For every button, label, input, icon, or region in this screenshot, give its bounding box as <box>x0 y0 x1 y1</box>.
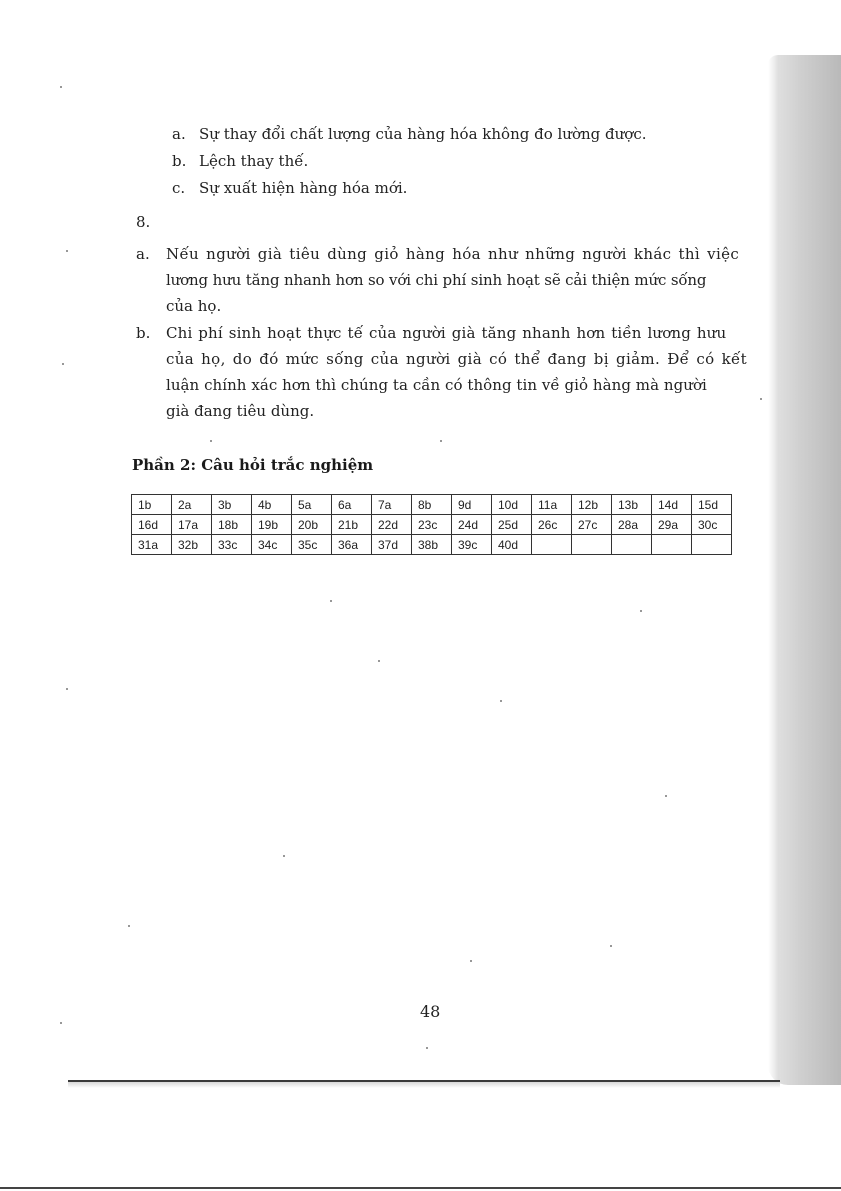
answer-cell <box>532 535 572 555</box>
answer-b-line: của họ, do đó mức sống của người già có thể đang bị giảm. Để có kết <box>166 350 747 368</box>
scan-speck <box>283 855 285 857</box>
scan-speck <box>210 440 212 442</box>
answer-cell: 40d <box>492 535 532 555</box>
list-item-text: Sự xuất hiện hàng hóa mới. <box>199 179 408 197</box>
table-row <box>132 535 732 555</box>
scan-speck <box>378 660 380 662</box>
answer-cell: 6a <box>332 495 372 515</box>
answer-cell: 35c <box>292 535 332 555</box>
answer-cell: 15d <box>692 495 732 515</box>
scan-speck <box>760 398 762 400</box>
scan-speck <box>426 1047 428 1049</box>
scan-speck <box>128 925 130 927</box>
answer-cell: 2a <box>172 495 212 515</box>
answer-cell: 33c <box>212 535 252 555</box>
answer-cell: 19b <box>252 515 292 535</box>
page-bottom-shadow <box>68 1082 780 1088</box>
answer-cell: 39c <box>452 535 492 555</box>
answer-cell: 8b <box>412 495 452 515</box>
answer-b-line: luận chính xác hơn thì chúng ta cần có thông tin về giỏ hàng mà người <box>166 376 707 394</box>
scan-speck <box>500 700 502 702</box>
answer-cell: 12b <box>572 495 612 515</box>
scan-speck <box>440 440 442 442</box>
answer-table <box>131 494 732 555</box>
scan-speck <box>610 945 612 947</box>
list-item-marker: c. <box>172 179 186 197</box>
page-edge-shadow <box>768 55 841 1085</box>
answer-a-line: Nếu người già tiêu dùng giỏ hàng hóa như những người khác thì việc <box>166 245 740 263</box>
scan-border-line <box>0 1187 841 1189</box>
answer-cell: 5a <box>292 495 332 515</box>
answer-a-line: của họ. <box>166 297 222 315</box>
answer-b-line: già đang tiêu dùng. <box>166 402 315 420</box>
answer-cell: 4b <box>252 495 292 515</box>
answer-cell: 9d <box>452 495 492 515</box>
answer-a-line: lương hưu tăng nhanh hơn so với chi phí sinh hoạt sẽ cải thiện mức sống <box>166 271 707 289</box>
answer-cell: 26c <box>532 515 572 535</box>
scan-speck <box>640 610 642 612</box>
answer-cell <box>612 535 652 555</box>
answer-cell: 11a <box>532 495 572 515</box>
answer-cell: 37d <box>372 535 412 555</box>
table-row <box>132 515 732 535</box>
answer-cell: 10d <box>492 495 532 515</box>
list-item-marker: b. <box>172 152 187 170</box>
answer-cell: 18b <box>212 515 252 535</box>
answer-cell <box>692 535 732 555</box>
answer-cell <box>652 535 692 555</box>
scan-speck <box>66 688 68 690</box>
list-item-text: Sự thay đổi chất lượng của hàng hóa không đo lường được. <box>199 125 647 143</box>
answer-cell: 16d <box>132 515 172 535</box>
answer-cell: 17a <box>172 515 212 535</box>
page-number: 48 <box>420 1002 441 1021</box>
answer-cell: 29a <box>652 515 692 535</box>
list-item-marker: a. <box>172 125 186 143</box>
scan-speck <box>60 1022 62 1024</box>
scan-speck <box>60 86 62 88</box>
list-item-text: Lệch thay thế. <box>199 152 309 170</box>
scan-speck <box>665 795 667 797</box>
section-heading: Phần 2: Câu hỏi trắc nghiệm <box>132 456 374 474</box>
answer-cell: 36a <box>332 535 372 555</box>
answer-b-marker: b. <box>136 324 151 342</box>
answer-cell: 30c <box>692 515 732 535</box>
answer-cell: 23c <box>412 515 452 535</box>
question-number: 8. <box>136 213 151 231</box>
answer-cell: 13b <box>612 495 652 515</box>
scan-speck <box>66 250 68 252</box>
answer-b-line: Chi phí sinh hoạt thực tế của người già tăng nhanh hơn tiền lương hưu <box>166 324 727 342</box>
answer-cell: 3b <box>212 495 252 515</box>
scan-speck <box>330 600 332 602</box>
answer-cell: 27c <box>572 515 612 535</box>
answer-cell: 25d <box>492 515 532 535</box>
answer-cell <box>572 535 612 555</box>
answer-cell: 7a <box>372 495 412 515</box>
table-row <box>132 495 732 515</box>
answer-cell: 34c <box>252 535 292 555</box>
answer-cell: 20b <box>292 515 332 535</box>
answer-cell: 1b <box>132 495 172 515</box>
answer-cell: 38b <box>412 535 452 555</box>
answer-cell: 21b <box>332 515 372 535</box>
scan-speck <box>62 363 64 365</box>
answer-cell: 28a <box>612 515 652 535</box>
answer-a-marker: a. <box>136 245 150 263</box>
answer-cell: 14d <box>652 495 692 515</box>
answer-cell: 31a <box>132 535 172 555</box>
answer-cell: 24d <box>452 515 492 535</box>
answer-cell: 32b <box>172 535 212 555</box>
answer-cell: 22d <box>372 515 412 535</box>
scan-speck <box>470 960 472 962</box>
